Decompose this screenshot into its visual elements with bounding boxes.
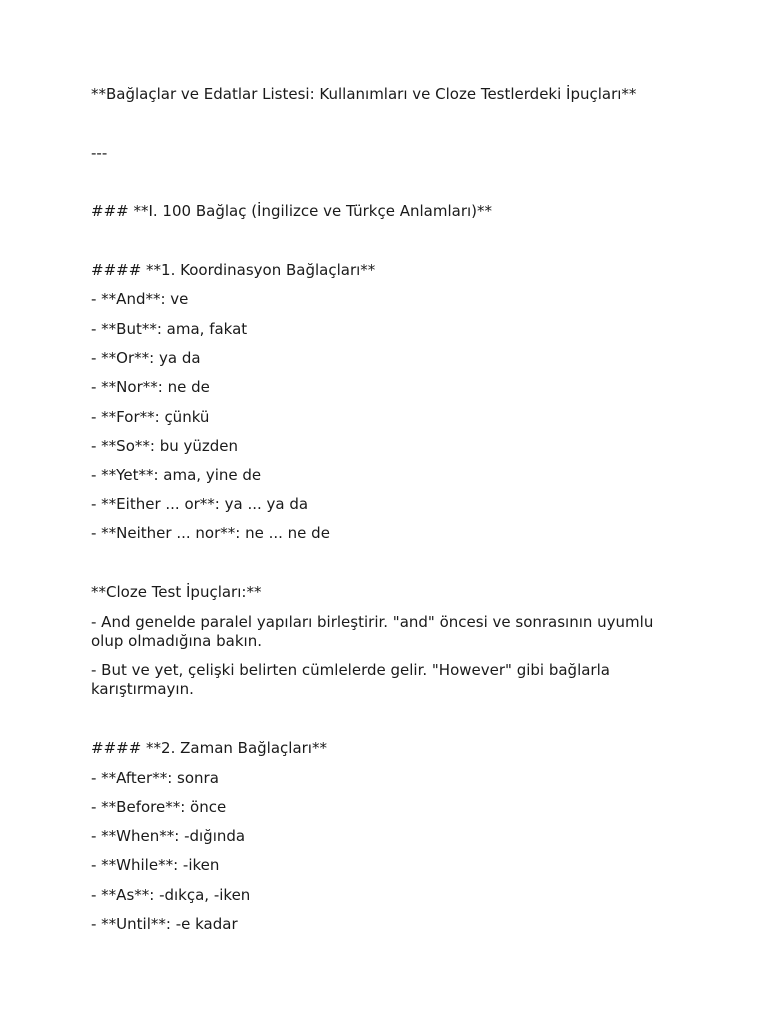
cloze-tips-heading: **Cloze Test İpuçları:** bbox=[91, 583, 262, 601]
section-heading: ### **I. 100 Bağlaç (İngilizce ve Türkçe Anlamları)** bbox=[91, 202, 493, 220]
list-item: - **After**: sonra bbox=[91, 769, 219, 787]
document-title: **Bağlaçlar ve Edatlar Listesi: Kullanımları ve Cloze Testlerdeki İpuçları** bbox=[91, 85, 637, 103]
list-item: - **As**: -dıkça, -iken bbox=[91, 886, 251, 904]
list-item: - **Neither ... nor**: ne ... ne de bbox=[91, 524, 330, 542]
list-item: - **But**: ama, fakat bbox=[91, 320, 248, 338]
list-item: - **Before**: önce bbox=[91, 798, 227, 816]
list-item: - **And**: ve bbox=[91, 290, 189, 308]
cloze-tip: - But ve yet, çelişki belirten cümlelerde gelir. "However" gibi bağlarla karıştırmayın. bbox=[91, 661, 610, 698]
time-heading: #### **2. Zaman Bağlaçları** bbox=[91, 739, 327, 757]
list-item: - **Nor**: ne de bbox=[91, 378, 210, 396]
list-item: - **Or**: ya da bbox=[91, 349, 201, 367]
cloze-tip: - And genelde paralel yapıları birleştirir. "and" öncesi ve sonrasının uyumlu olup olmadığına bakın. bbox=[91, 613, 654, 650]
list-item: - **When**: -dığında bbox=[91, 827, 246, 845]
list-item: - **Either ... or**: ya ... ya da bbox=[91, 495, 309, 513]
list-item: - **Until**: -e kadar bbox=[91, 915, 238, 933]
separator: --- bbox=[91, 144, 108, 162]
list-item: - **Yet**: ama, yine de bbox=[91, 466, 262, 484]
list-item: - **So**: bu yüzden bbox=[91, 437, 239, 455]
list-item: - **For**: çünkü bbox=[91, 408, 210, 426]
list-item: - **While**: -iken bbox=[91, 856, 220, 874]
coordination-heading: #### **1. Koordinasyon Bağlaçları** bbox=[91, 261, 376, 279]
